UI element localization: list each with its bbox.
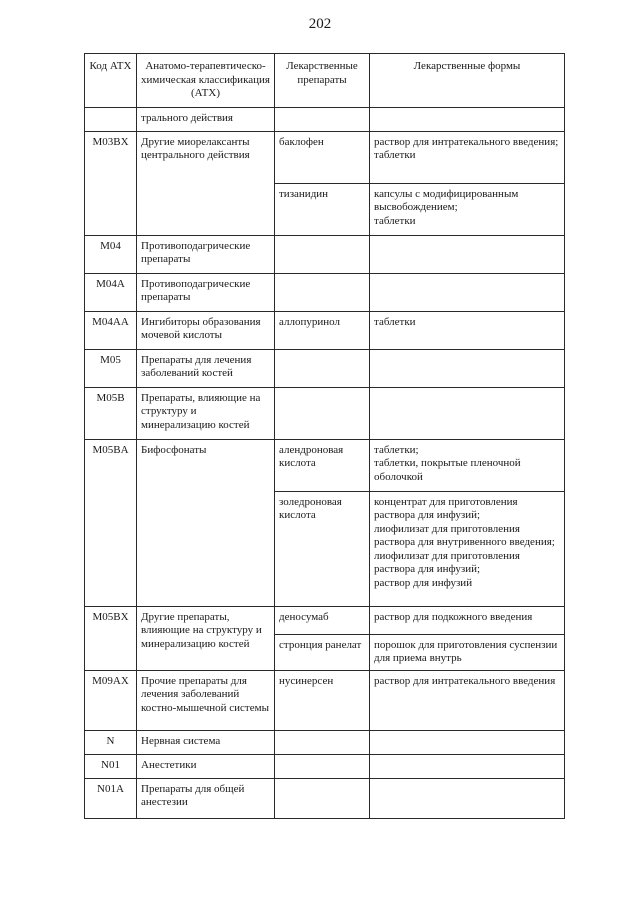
atx-classification: Нервная система: [137, 730, 275, 754]
dosage-forms: концентрат для приготовления раствора для инфузий; лиофилизат для приготовления раствора для внутривенного введения; лиофилизат для приготовления раствора для инфузий; раствор для инфузий: [370, 491, 565, 606]
table-row: [85, 754, 565, 778]
atx-classification: Противоподагрические препараты: [137, 273, 275, 311]
table-row: [85, 349, 565, 387]
atx-classification: Бифосфонаты: [137, 439, 275, 606]
drug-name: [275, 273, 370, 311]
drug-name: тизанидин: [275, 183, 370, 235]
dosage-forms: [370, 778, 565, 818]
drug-name: [275, 754, 370, 778]
atx-classification: Препараты для лечения заболеваний костей: [137, 349, 275, 387]
dosage-forms: [370, 235, 565, 273]
header-classification: Анатомо-терапевтическо-химическая классификация (АТХ): [137, 54, 275, 108]
drug-name: [275, 235, 370, 273]
table-row: [85, 730, 565, 754]
table-row: [85, 387, 565, 439]
dosage-forms: [370, 273, 565, 311]
atx-classification: Противоподагрические препараты: [137, 235, 275, 273]
drug-name: стронция ранелат: [275, 634, 370, 670]
atx-code: M03BX: [85, 131, 137, 235]
header-forms: Лекарственные формы: [370, 54, 565, 108]
table-header-row: [85, 54, 565, 108]
table-row: [85, 670, 565, 730]
atx-code: M05B: [85, 387, 137, 439]
dosage-forms: таблетки: [370, 311, 565, 349]
dosage-forms: раствор для интратекального введения: [370, 670, 565, 730]
drug-name: [275, 349, 370, 387]
atx-classification: Ингибиторы образования мочевой кислоты: [137, 311, 275, 349]
atx-classification: Анестетики: [137, 754, 275, 778]
header-drugs: Лекарственные препараты: [275, 54, 370, 108]
table-row: [85, 311, 565, 349]
atx-code: M09AX: [85, 670, 137, 730]
drug-name: золедроновая кислота: [275, 491, 370, 606]
atx-code: N01A: [85, 778, 137, 818]
continuation-forms-cell: [370, 107, 565, 131]
atx-table: [84, 53, 565, 819]
dosage-forms: [370, 349, 565, 387]
drug-name: баклофен: [275, 131, 370, 183]
atx-code: M05BA: [85, 439, 137, 606]
drug-name: [275, 730, 370, 754]
dosage-forms: [370, 387, 565, 439]
atx-classification: Препараты для общей анестезии: [137, 778, 275, 818]
dosage-forms: раствор для подкожного введения: [370, 606, 565, 634]
continuation-text: трального действия: [137, 107, 275, 131]
drug-name: аллопуринол: [275, 311, 370, 349]
atx-classification: Препараты, влияющие на структуру и минерализацию костей: [137, 387, 275, 439]
dosage-forms: порошок для приготовления суспензии для приема внутрь: [370, 634, 565, 670]
atx-classification: Прочие препараты для лечения заболеваний костно-мышечной системы: [137, 670, 275, 730]
atx-code: N: [85, 730, 137, 754]
dosage-forms: капсулы с модифицированным высвобождением; таблетки: [370, 183, 565, 235]
atx-code: M05BX: [85, 606, 137, 670]
atx-code: M04: [85, 235, 137, 273]
continuation-drug-cell: [275, 107, 370, 131]
table-row: [85, 439, 565, 491]
dosage-forms: раствор для интратекального введения; таблетки: [370, 131, 565, 183]
dosage-forms: [370, 730, 565, 754]
drug-name: нусинерсен: [275, 670, 370, 730]
atx-code: M04AA: [85, 311, 137, 349]
table-row: [85, 235, 565, 273]
drug-name: [275, 778, 370, 818]
table-row: [85, 273, 565, 311]
drug-name: [275, 387, 370, 439]
drug-name: алендроновая кислота: [275, 439, 370, 491]
atx-code: M04A: [85, 273, 137, 311]
continuation-row: [85, 107, 565, 131]
table-row: [85, 606, 565, 634]
table-row: [85, 778, 565, 818]
atx-classification: Другие препараты, влияющие на структуру и минерализацию костей: [137, 606, 275, 670]
atx-code: N01: [85, 754, 137, 778]
dosage-forms: [370, 754, 565, 778]
drug-name: деносумаб: [275, 606, 370, 634]
table-body: [85, 107, 565, 818]
header-code: Код АТХ: [85, 54, 137, 108]
dosage-forms: таблетки; таблетки, покрытые пленочной оболочкой: [370, 439, 565, 491]
continuation-code-cell: [85, 107, 137, 131]
atx-classification: Другие миорелаксанты центрального действия: [137, 131, 275, 235]
page-number: 202: [308, 16, 332, 32]
table-row: [85, 131, 565, 183]
atx-code: M05: [85, 349, 137, 387]
